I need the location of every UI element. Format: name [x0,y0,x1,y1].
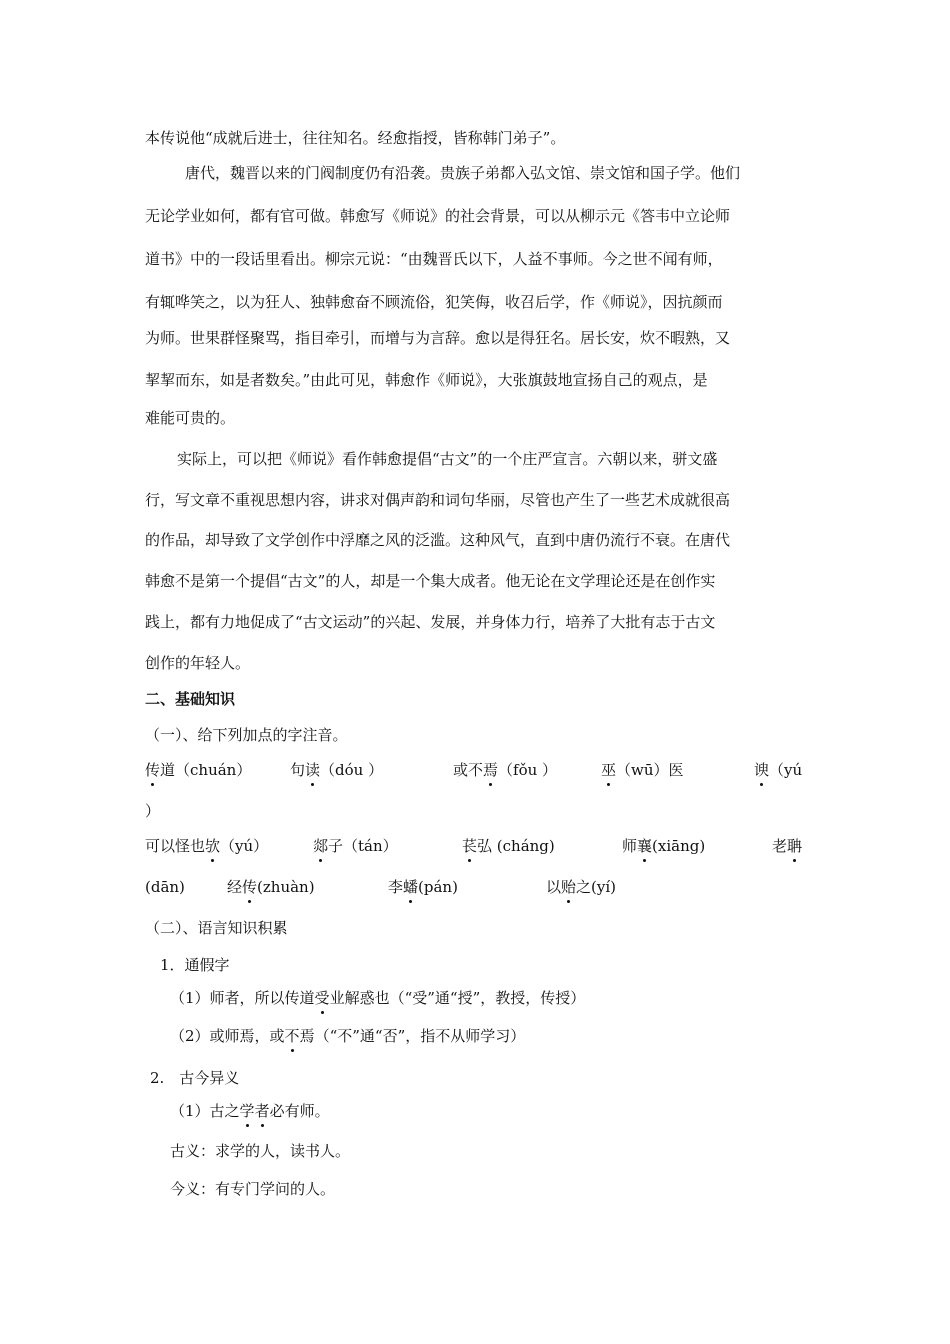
subsection-heading: （一）、给下列加点的字注音。 [145,726,348,744]
dotted-char: 者 [254,1102,270,1120]
pinyin-item: 或不焉（fǒu ） [453,761,558,779]
paragraph-line: 本传说他“成就后进士，往往知名。经愈指授，皆称韩门弟子”。 [145,129,566,147]
paragraph-line: 难能可贵的。 [145,409,236,427]
dotted-char: 欤 [205,837,221,855]
paragraph-line: 韩愈不是第一个提倡“古文”的人，却是一个集大成者。他无论在文学理论还是在创作实 [145,572,716,590]
pinyin-item: 以贻之(yí) [546,878,617,896]
dotted-char: 不 [284,1027,300,1045]
paragraph-line: 唐代，魏晋以来的门阀制度仍有沿袭。贵族子弟都入弘文馆、崇文馆和国子学。他们 [185,164,741,182]
dotted-char: 蟠 [403,878,419,896]
dotted-char: 郯 [313,837,329,855]
paragraph-line: 挈挈而东，如是者数矣。”由此可见，韩愈作《师说》，大张旗鼓地宣扬自己的观点，是 [145,371,708,389]
pinyin-item: 句读（dóu ） [290,761,384,779]
list-title: 2. 古今异义 [150,1069,240,1087]
paragraph-line: 为师。世果群怪聚骂，指目牵引，而增与为言辞。愈以是得狂名。居长安，炊不暇熟，又 [145,329,731,347]
paragraph-line: 有辄哗笑之，以为狂人、独韩愈奋不顾流俗，犯笑侮，收召后学，作《师说》，因抗颜而 [145,293,723,311]
dotted-char: 贻 [561,878,577,896]
dotted-char: 谀 [754,761,770,779]
pinyin-item: (dān) [145,878,185,896]
pinyin-item: 经传(zhuàn) [227,878,315,896]
pinyin-item-close: ） [145,802,161,820]
pinyin-item: 传道（chuán） [145,761,252,779]
pinyin-item: 可以怪也欤（yú） [145,837,269,855]
list-item: （1）师者，所以传道受业解惑也（“受”通“授”，教授，传授） [170,989,586,1007]
paragraph-line: 行，写文章不重视思想内容，讲求对偶声韵和词句华丽，尽管也产生了一些艺术成就很高 [145,491,731,509]
definition-line: 古义：求学的人，读书人。 [170,1142,351,1160]
dotted-char: 读 [305,761,321,779]
dotted-char: 苌 [462,837,478,855]
dotted-char: 焉 [483,761,499,779]
paragraph-line: 无论学业如何，都有官可做。韩愈写《师说》的社会背景，可以从柳示元《答韦中立论师 [145,207,731,225]
paragraph-line: 创作的年轻人。 [145,654,251,672]
dotted-char: 聃 [787,837,803,855]
pinyin-item: 郯子（tán） [313,837,398,855]
subsection-heading: （二）、语言知识积累 [145,919,288,937]
pinyin-item: 李蟠(pán) [388,878,458,896]
paragraph-line: 道书》中的一段话里看出。柳宗元说：“由魏晋氏以下，人益不事师。今之世不闻有师， [145,250,723,268]
paragraph-line: 实际上，可以把《师说》看作韩愈提倡“古文”的一个庄严宣言。六朝以来，骈文盛 [177,450,718,468]
list-title: 1．通假字 [160,956,230,974]
pinyin-item: 老聃 [772,837,803,855]
list-item: （1）古之学者必有师。 [170,1102,330,1120]
pinyin-item: 巫（wū）医 [601,761,684,779]
list-item: （2）或师焉，或不焉（“不”通“否”，指不从师学习） [170,1027,526,1045]
dotted-char: 受 [314,989,330,1007]
dotted-char: 襄 [637,837,653,855]
definition-line: 今义：有专门学问的人。 [170,1180,336,1198]
dotted-char: 巫 [601,761,617,779]
dotted-char: 传 [242,878,258,896]
dotted-char: 传 [145,761,161,779]
pinyin-item: 苌弘 (cháng) [462,837,555,855]
paragraph-line: 践上，都有力地促成了“古文运动”的兴起、发展，并身体力行，培养了大批有志于古文 [145,613,716,631]
pinyin-item: 谀（yú [754,761,803,779]
pinyin-item: 师襄(xiāng) [622,837,706,855]
paragraph-line: 的作品，却导致了文学创作中浮靡之风的泛滥。这种风气，直到中唐仍流行不衰。在唐代 [145,531,731,549]
dotted-char: 学 [239,1102,255,1120]
section-heading: 二、基础知识 [145,690,236,708]
